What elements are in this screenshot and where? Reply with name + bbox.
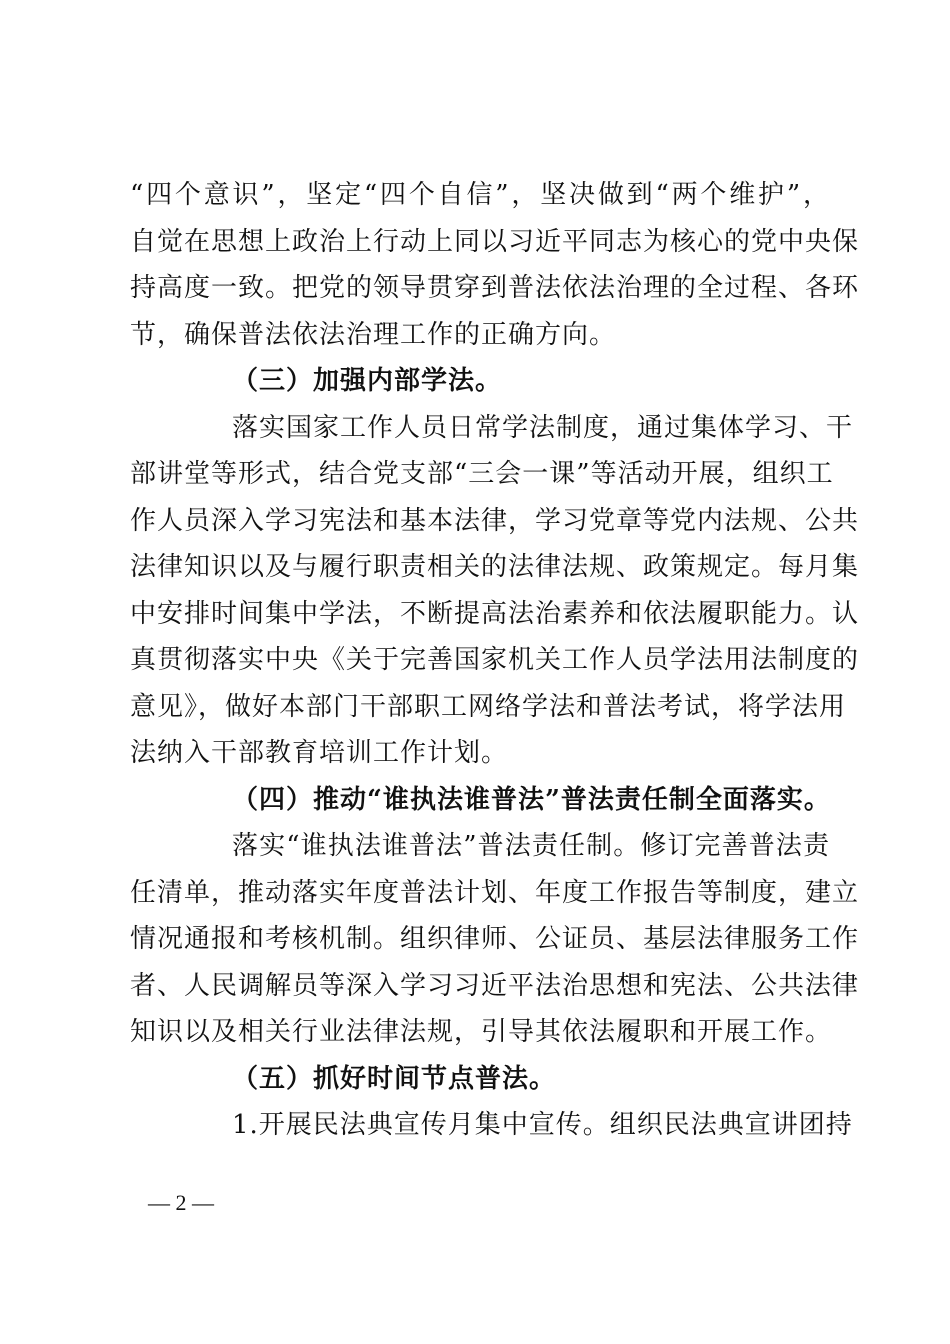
text-line: 真贯彻落实中央《关于完善国家机关工作人员学法用法制度的 (130, 645, 860, 675)
text-line: 者、人民调解员等深入学习习近平法治思想和宪法、公共法律 (130, 970, 860, 1001)
text-line: 落实国家工作人员日常学法制度，通过集体学习、干 (232, 412, 854, 443)
text-line: 任清单，推动落实年度普法计划、年度工作报告等制度，建立 (130, 877, 860, 908)
section-heading-3: （三）加强内部学法。 (232, 366, 503, 396)
text-line: 节，确保普法依法治理工作的正确方向。 (130, 319, 617, 350)
page-number: — 2 — (148, 1190, 214, 1215)
section-heading-5: （五）抓好时间节点普法。 (232, 1063, 557, 1094)
section-heading-4: （四）推动“谁执法谁普法”普法责任制全面落实。 (232, 784, 831, 815)
text-line: 中安排时间集中学法，不断提高法治素养和依法履职能力。认 (130, 598, 860, 629)
text-line: 持高度一致。把党的领导贯穿到普法依法治理的全过程、各环 (130, 273, 860, 303)
text-line: 知识以及相关行业法律法规，引导其依法履职和开展工作。 (130, 1017, 833, 1047)
body-text (130, 172, 860, 1149)
text-line: 意见》，做好本部门干部职工网络学法和普法考试，将学法用 (130, 691, 847, 722)
text-line: 自觉在思想上政治上行动上同以习近平同志为核心的党中央保 (130, 226, 860, 257)
text-line: 1.开展民法典宣传月集中宣传。组织民法典宣讲团持 (232, 1110, 853, 1140)
text-line: 落实“谁执法谁普法”普法责任制。修订完善普法责 (232, 831, 830, 861)
text-line: 法律知识以及与履行职责相关的法律法规、政策规定。每月集 (130, 552, 860, 582)
text-line: 情况通报和考核机制。组织律师、公证员、基层法律服务工作 (130, 924, 860, 954)
text-line: “四个意识”，坚定“四个自信”，坚决做到“两个维护”， (130, 180, 830, 210)
text-line: 作人员深入学习宪法和基本法律，学习党章等党内法规、公共 (130, 505, 860, 536)
text-line: 部讲堂等形式，结合党支部“三会一课”等活动开展，组织工 (130, 459, 834, 489)
text-line: 法纳入干部教育培训工作计划。 (130, 738, 509, 768)
